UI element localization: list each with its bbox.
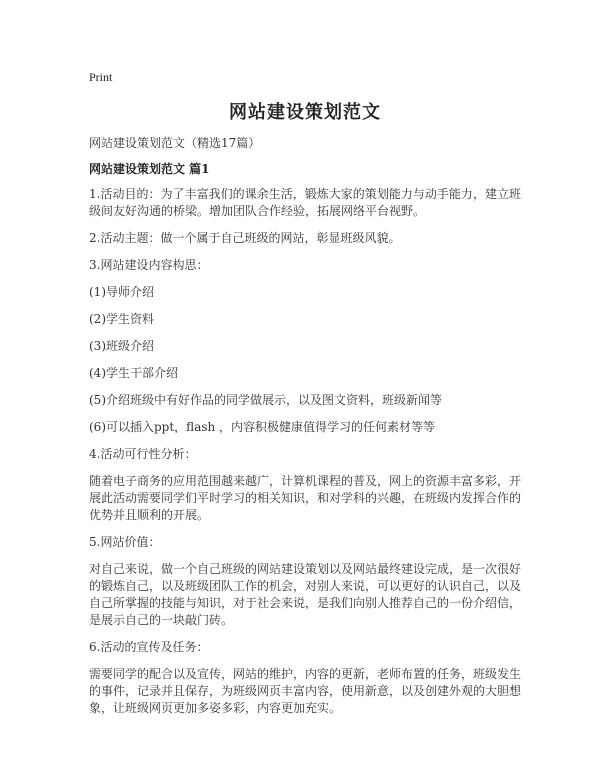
- list-item: (2)学生资料: [89, 312, 154, 326]
- paragraph-value-heading: 5.网站价值：: [89, 535, 161, 549]
- paragraph-purpose: 1.活动目的：为了丰富我们的课余生活，锻炼大家的策划能力与动手能力，建立班级间友好沟通的桥梁。增加团队合作经验，拓展网络平台视野。: [89, 187, 521, 218]
- print-link[interactable]: Print: [89, 70, 113, 84]
- list-item: (1)导师介绍: [89, 285, 154, 299]
- section-heading: 网站建设策划范文 篇1: [89, 162, 210, 176]
- list-item: (6)可以插入ppt，flash ，内容积极健康值得学习的任何素材等等: [89, 420, 436, 434]
- paragraph-feasibility-heading: 4.活动可行性分析：: [89, 447, 197, 461]
- paragraph-promotion-heading: 6.活动的宣传及任务：: [89, 640, 209, 654]
- paragraph-value: 对自己来说，做一个自己班级的网站建设策划以及网站最终建设完成，是一次很好的锻炼自己，以及班级团队工作的机会，对别人来说，可以更好的认识自己，以及自己所掌握的技能与知识，对于社会来说，是我们向别人推荐自己的一份介绍信，是展示自己的一块敲门砖。: [89, 562, 522, 627]
- paragraph-promotion: 需要同学的配合以及宣传，网站的维护，内容的更新，老师布置的任务，班级发生的事件，记录并且保存，为班级网页丰富内容，使用新意，以及创建外观的大胆想象，让班级网页更加多姿多彩，内容更加充实。: [89, 667, 522, 715]
- document-subtitle: 网站建设策划范文（精选17篇）: [89, 136, 261, 150]
- list-item: (5)介绍班级中有好作品的同学做展示，以及图文资料，班级新闻等: [89, 393, 443, 407]
- list-item: (3)班级介绍: [89, 339, 154, 353]
- paragraph-theme: 2.活动主题：做一个属于自己班级的网站，彰显班级风貌。: [89, 231, 401, 245]
- paragraph-feasibility: 随着电子商务的应用范围越来越广，计算机课程的普及，网上的资源丰富多彩，开展此活动需要同学们平时学习的相关知识，和对学科的兴趣，在班级内发挥合作的优势并且顺利的开展。: [89, 474, 522, 522]
- document-title: 网站建设策划范文: [229, 102, 381, 123]
- document-body: [89, 186, 521, 727]
- list-item: (4)学生干部介绍: [89, 366, 178, 380]
- paragraph-content-plan: 3.网站建设内容构思：: [89, 258, 209, 272]
